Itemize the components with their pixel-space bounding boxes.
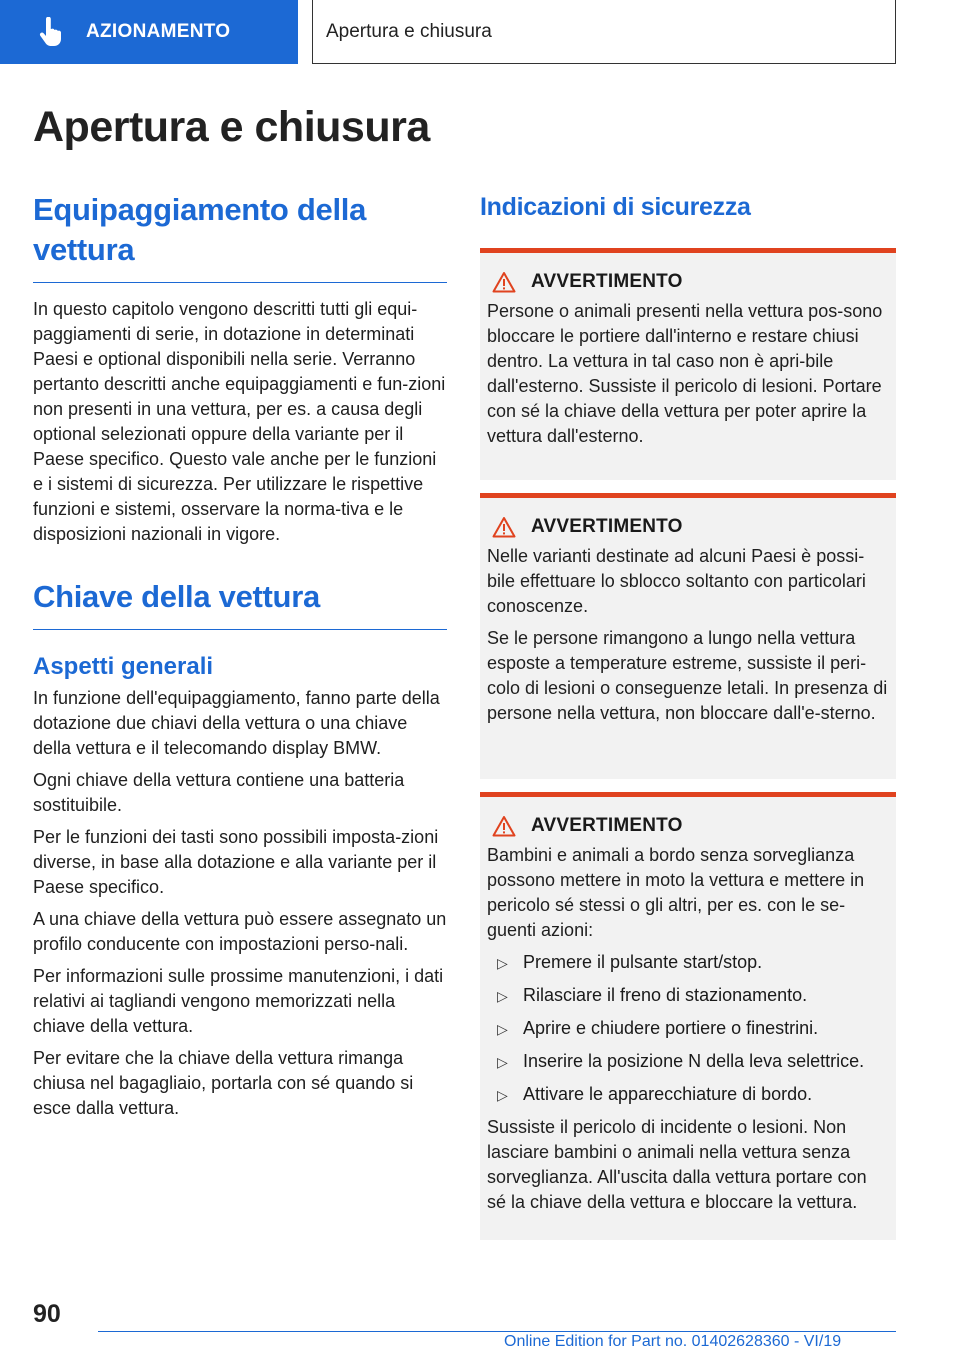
warning-title: AVVERTIMENTO <box>531 516 683 537</box>
action-list <box>487 950 888 1108</box>
triangle-bullet-icon: ▷ <box>497 988 508 1004</box>
section-tab[interactable] <box>0 0 298 64</box>
page-title: Apertura e chiusura <box>33 103 430 151</box>
warning-triangle-icon <box>492 516 516 538</box>
right-column <box>480 190 896 1240</box>
general-heading: Aspetti generali <box>33 653 214 680</box>
section-label: AZIONAMENTO <box>86 21 231 42</box>
list-item: ▷ Inserire la posizione N della leva selettrice. <box>487 1049 888 1075</box>
edition-text: Online Edition for Part no. 01402628360 - VI/19 <box>504 1333 842 1350</box>
page-number: 90 <box>33 1300 61 1328</box>
key-paragraph: Ogni chiave della vettura contiene una batteria sostituibile. <box>33 770 405 815</box>
key-paragraph: Per le funzioni dei tasti sono possibili imposta-zioni diverse, in base alla dotazione e alla variante per il Paese specifico. <box>33 827 439 897</box>
list-item: ▷ Attivare le apparecchiature di bordo. <box>487 1082 888 1108</box>
warning-header <box>487 516 888 538</box>
list-item: ▷ Premere il pulsante start/stop. <box>487 950 888 976</box>
warning-text: Nelle varianti destinate ad alcuni Paesi è possi-bile effettuare lo sblocco soltanto con particolari conoscenze. <box>487 546 866 616</box>
warning-box <box>480 248 896 480</box>
safety-heading: Indicazioni di sicurezza <box>480 193 751 221</box>
chapter-header <box>312 0 896 64</box>
warning-title: AVVERTIMENTO <box>531 815 683 836</box>
warning-header <box>487 271 888 293</box>
list-item: ▷ Rilasciare il freno di stazionamento. <box>487 983 888 1009</box>
chapter-label: Apertura e chiusura <box>326 20 492 42</box>
heading-rule <box>33 282 447 283</box>
triangle-bullet-icon: ▷ <box>497 1087 508 1103</box>
equipment-paragraph: In questo capitolo vengono descritti tutti gli equi-paggiamenti di serie, in dotazione in determinati Paesi e optional disponibili nella serie. Verranno pertanto descritti anche equipaggiamenti e fun-zioni non presenti in una vettura, per es. a causa degli optional selezionati oppure della variante per il Paese specifico. Questo vale anche per le funzioni e i sistemi di sicurezza. Per utilizzare le rispettive funzioni e sistemi, osservare la norma-tiva e le disposizioni nazionali in vigore. <box>33 299 446 544</box>
left-column <box>33 190 447 1128</box>
key-paragraph: In funzione dell'equipaggiamento, fanno parte della dotazione due chiavi della vettura o una chiave della vettura e il telecomando display BMW. <box>33 688 440 758</box>
warning-box <box>480 493 896 779</box>
warning-triangle-icon <box>492 815 516 837</box>
key-paragraph: Per evitare che la chiave della vettura rimanga chiusa nel bagagliaio, portarla con sé quando si esce dalla vettura. <box>33 1048 414 1118</box>
list-item: ▷ Aprire e chiudere portiere o finestrini. <box>487 1016 888 1042</box>
warning-box <box>480 792 896 1240</box>
key-paragraph: A una chiave della vettura può essere assegnato un profilo conducente con impostazioni perso-nali. <box>33 909 447 954</box>
warning-text: Bambini e animali a bordo senza sorveglianza possono mettere in moto la vettura e mettere in pericolo sé stessi o gli altri, per es. con le se-guenti azioni: <box>487 845 865 940</box>
key-paragraph: Per informazioni sulle prossime manutenzioni, i dati relativi ai tagliandi vengono memorizzati nella chiave della vettura. <box>33 966 444 1036</box>
warning-text: Sussiste il pericolo di incidente o lesioni. Non lasciare bambini o animali nella vettura senza sorveglianza. All'uscita dalla vettura portare con sé la chiave della vettura e bloccare la vettura. <box>487 1117 867 1212</box>
warning-text: Se le persone rimangono a lungo nella vettura esposte a temperature estreme, sussiste il peri-colo di lesioni o conseguenze letali. In presenza di persone nella vettura, non bloccare dall'e-sterno. <box>487 628 888 723</box>
heading-rule <box>33 629 447 630</box>
footer-rule <box>98 1331 896 1332</box>
triangle-bullet-icon: ▷ <box>497 1054 508 1070</box>
warning-triangle-icon <box>492 271 516 293</box>
triangle-bullet-icon: ▷ <box>497 1021 508 1037</box>
warning-title: AVVERTIMENTO <box>531 271 683 292</box>
triangle-bullet-icon: ▷ <box>497 955 508 971</box>
equipment-heading: Equipaggiamento della vettura <box>33 192 367 267</box>
key-heading: Chiave della vettura <box>33 579 320 614</box>
hand-pointer-icon <box>38 17 64 47</box>
warning-text: Persone o animali presenti nella vettura pos-sono bloccare le portiere dall'interno e restare chiusi dentro. La vettura in tal caso non è apri-bile dall'esterno. Sussiste il pericolo di lesioni. Portare con sé la chiave della vettura per poter aprire la vettura dall'esterno. <box>487 301 883 446</box>
warning-header <box>487 815 888 837</box>
